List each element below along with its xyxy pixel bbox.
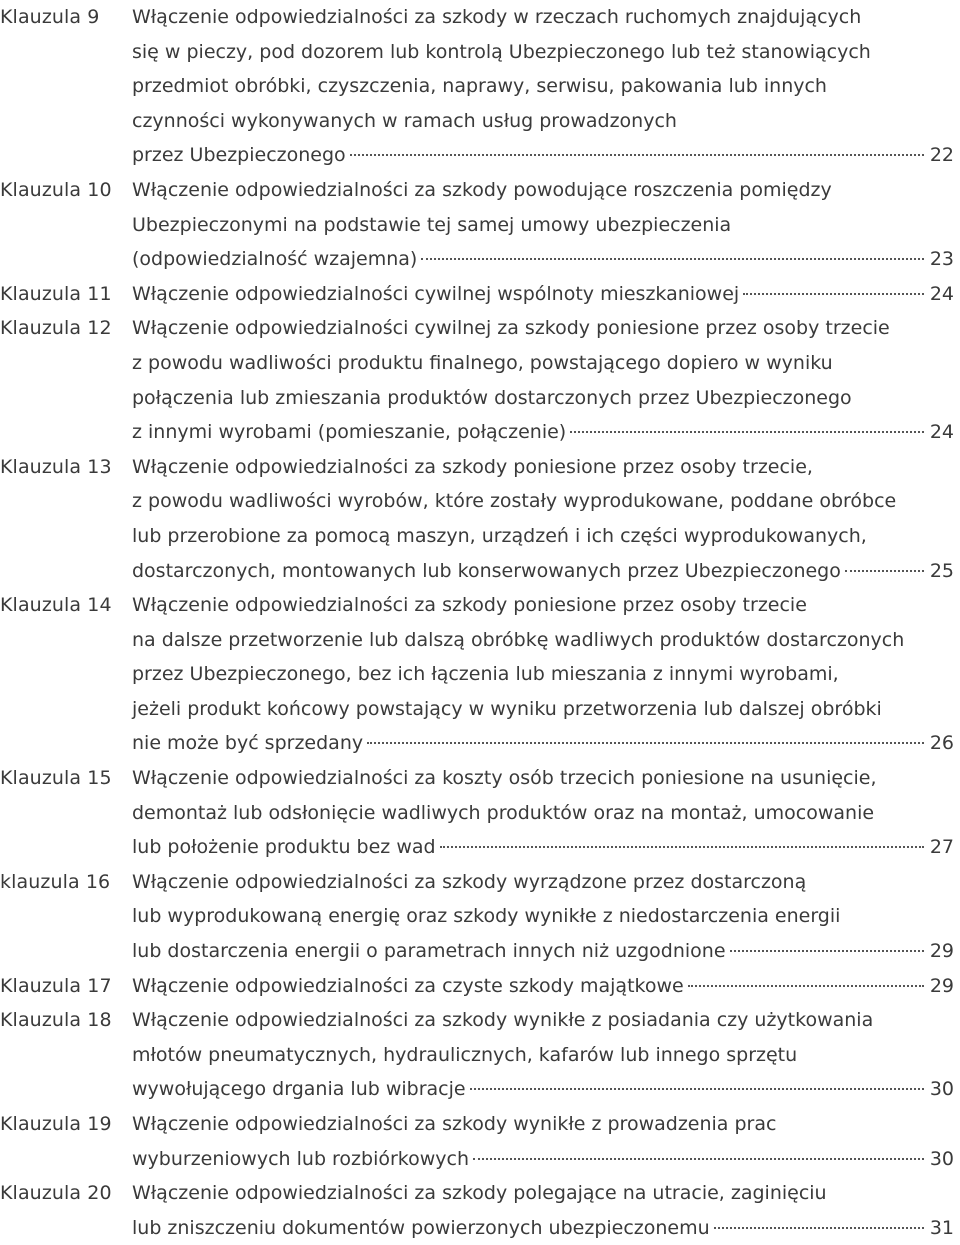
clause-label: Klauzula 15 [0, 767, 112, 790]
toc-entry [0, 865, 960, 969]
page-number: 29 [929, 974, 954, 997]
clause-line-final [132, 1142, 954, 1177]
clause-line-text: lub położenie produktu bez wad [132, 836, 436, 859]
clause-line: Włączenie odpowiedzialności za koszty osób trzecich poniesione na usunięcie, [132, 767, 877, 790]
toc-entry [0, 0, 960, 173]
toc-entry [0, 173, 960, 277]
dot-leader [473, 1158, 924, 1160]
dot-leader [440, 846, 924, 848]
clause-line: Włączenie odpowiedzialności za szkody w rzeczach ruchomych znajdujących [132, 6, 862, 28]
dot-leader [845, 570, 924, 572]
toc-entry [0, 1107, 960, 1176]
dot-leader [421, 258, 924, 260]
dot-leader [688, 985, 924, 987]
toc-entry [0, 588, 960, 761]
clause-label: Klauzula 11 [0, 282, 112, 305]
clause-label: Klauzula 18 [0, 1009, 112, 1032]
clause-line-text: Włączenie odpowiedzialności cywilnej wspólnoty mieszkaniowej [132, 282, 740, 305]
page-number: 31 [929, 1216, 954, 1239]
clause-label: Klauzula 20 [0, 1182, 112, 1205]
clause-line-final [132, 1072, 954, 1107]
toc-entry [0, 761, 960, 865]
dot-leader [730, 950, 924, 952]
clause-line-text: z innymi wyrobami (pomieszanie, połączenie) [132, 421, 567, 444]
clause-line: się w pieczy, pod dozorem lub kontrolą Ubezpieczonego lub też stanowiących [132, 40, 871, 63]
clause-line: młotów pneumatycznych, hydraulicznych, kafarów lub innego sprzętu [132, 1043, 798, 1066]
page-number: 23 [929, 248, 954, 271]
page-number: 26 [929, 732, 954, 755]
clause-line: Włączenie odpowiedzialności za szkody poniesione przez osoby trzecie [132, 594, 807, 617]
clause-label: Klauzula 10 [0, 178, 112, 201]
clause-description [132, 969, 954, 1004]
clause-line: Włączenie odpowiedzialności za szkody powodujące roszczenia pomiędzy [132, 178, 832, 201]
toc-entry [0, 311, 960, 449]
dot-leader [350, 154, 924, 156]
clause-line-final [132, 726, 954, 761]
page-number: 27 [929, 836, 954, 859]
clause-description [132, 277, 954, 312]
clause-line: jeżeli produkt końcowy powstający w wyniku przetworzenia lub dalszej obróbki [132, 697, 882, 720]
clause-line-text: nie może być sprzedany [132, 732, 364, 755]
clause-line: lub wyprodukowaną energię oraz szkody wynikłe z niedostarczenia energii [132, 905, 841, 928]
clause-description [132, 1003, 954, 1107]
clause-line: demontaż lub odsłonięcie wadliwych produktów oraz na montaż, umocowanie [132, 801, 875, 824]
clause-line-final [132, 415, 954, 450]
clause-line: Ubezpieczonymi na podstawie tej samej umowy ubezpieczenia [132, 213, 732, 236]
page-number: 30 [929, 1147, 954, 1170]
clause-line: połączenia lub zmieszania produktów dostarczonych przez Ubezpieczonego [132, 386, 852, 409]
page-number: 24 [929, 421, 954, 444]
clause-line-final [132, 830, 954, 865]
clause-line: przedmiot obróbki, czyszczenia, naprawy, serwisu, pakowania lub innych [132, 75, 827, 98]
clause-label: Klauzula 9 [0, 6, 100, 28]
clause-line-final [132, 277, 954, 312]
clause-description [132, 588, 954, 761]
clause-line: Włączenie odpowiedzialności za szkody polegające na utracie, zaginięciu [132, 1182, 827, 1205]
clause-description [132, 1107, 954, 1176]
clause-line-text: przez Ubezpieczonego [132, 144, 346, 167]
clause-line-final [132, 969, 954, 1004]
page-number: 24 [929, 282, 954, 305]
clause-line-final [132, 242, 954, 277]
page-number: 25 [929, 559, 954, 582]
clause-label: klauzula 16 [0, 870, 111, 893]
clause-description [132, 450, 954, 588]
toc-entry [0, 1003, 960, 1107]
toc-entry [0, 969, 960, 1004]
clause-line: Włączenie odpowiedzialności za szkody wynikłe z posiadania czy użytkowania [132, 1009, 874, 1032]
clause-line: czynności wykonywanych w ramach usług prowadzonych [132, 109, 677, 132]
clause-description [132, 761, 954, 865]
clause-label: Klauzula 19 [0, 1113, 112, 1135]
clause-line: Włączenie odpowiedzialności za szkody wyrządzone przez dostarczoną [132, 870, 807, 893]
clause-line-text: wywołującego drgania lub wibracje [132, 1078, 466, 1101]
clause-line-final [132, 138, 954, 173]
clause-line-text: wyburzeniowych lub rozbiórkowych [132, 1147, 470, 1170]
toc-entry [0, 277, 960, 312]
dot-leader [743, 293, 924, 295]
clause-label: Klauzula 13 [0, 455, 112, 478]
clause-description [132, 865, 954, 969]
page-number: 22 [929, 144, 954, 167]
clause-line-text: lub zniszczeniu dokumentów powierzonych ubezpieczonemu [132, 1216, 710, 1239]
dot-leader [367, 742, 924, 744]
clause-line-text: Włączenie odpowiedzialności za czyste szkody majątkowe [132, 974, 684, 997]
clause-line: z powodu wadliwości wyrobów, które zostały wyprodukowane, poddane obróbce [132, 490, 897, 513]
dot-leader [714, 1227, 924, 1229]
clause-description [132, 0, 954, 173]
clause-line: z powodu wadliwości produktu finalnego, powstającego dopiero w wyniku [132, 351, 833, 374]
clause-line-final [132, 1211, 954, 1245]
dot-leader [470, 1088, 924, 1090]
clause-line: Włączenie odpowiedzialności za szkody poniesione przez osoby trzecie, [132, 455, 813, 478]
page-number: 30 [929, 1078, 954, 1101]
dot-leader [570, 431, 924, 433]
clause-line: Włączenie odpowiedzialności cywilnej za szkody poniesione przez osoby trzecie [132, 317, 890, 340]
toc-entry [0, 1176, 960, 1245]
clause-line-final [132, 554, 954, 589]
clause-line: Włączenie odpowiedzialności za szkody wynikłe z prowadzenia prac [132, 1113, 777, 1135]
clause-description [132, 311, 954, 449]
clause-line: przez Ubezpieczonego, bez ich łączenia lub mieszania z innymi wyrobami, [132, 663, 839, 686]
clause-line-text: lub dostarczenia energii o parametrach innych niż uzgodnione [132, 940, 726, 963]
clause-label: Klauzula 14 [0, 594, 112, 617]
toc-entry [0, 450, 960, 588]
clause-line-text: dostarczonych, montowanych lub konserwowanych przez Ubezpieczonego [132, 559, 841, 582]
clause-description [132, 173, 954, 277]
clause-line: na dalsze przetworzenie lub dalszą obróbkę wadliwych produktów dostarczonych [132, 628, 905, 651]
clause-label: Klauzula 12 [0, 317, 112, 340]
clause-line-final [132, 934, 954, 969]
clause-line: lub przerobione za pomocą maszyn, urządzeń i ich części wyprodukowanych, [132, 524, 867, 547]
clause-label: Klauzula 17 [0, 974, 112, 997]
clause-description [132, 1176, 954, 1245]
page-number: 29 [929, 940, 954, 963]
clause-line-text: (odpowiedzialność wzajemna) [132, 248, 418, 271]
